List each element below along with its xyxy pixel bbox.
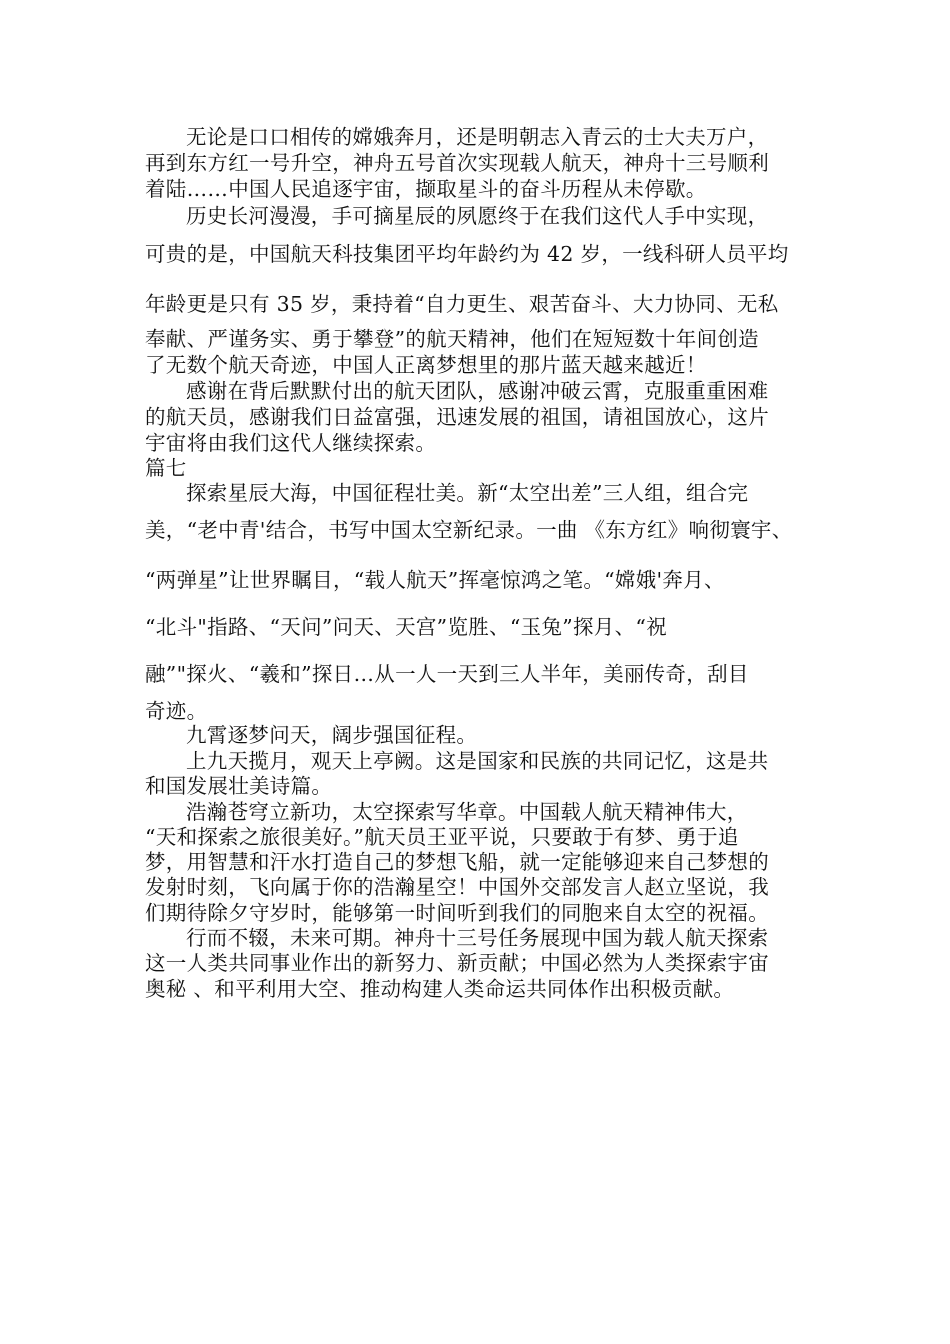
section-heading: 篇七	[145, 456, 187, 480]
paragraph-line: 们期待除夕守岁时，能够第一时间听到我们的同胞来自太空的祝福。	[145, 901, 769, 925]
paragraph-line: 九霄逐梦问天，阔步强国征程。	[186, 723, 478, 747]
paragraph-line: 感谢在背后默默付出的航天团队，感谢冲破云霄，克服重重困难	[186, 379, 769, 403]
paragraph-line: 奥秘 、和平利用大空、推动构建人类命运共同体作出积极贡献。	[145, 977, 735, 1001]
paragraph-line: 这一人类共同事业作出的新努力、新贡献；中国必然为人类探索宇宙	[145, 951, 769, 975]
paragraph-line: 再到东方红一号升空，神舟五号首次实现载人航天，神舟十三号顺利	[145, 151, 769, 175]
paragraph-line: 着陆……中国人民追逐宇宙，撷取星斗的奋斗历程从未停歇。	[145, 177, 707, 201]
paragraph-line: 的航天员，感谢我们日益富强，迅速发展的祖国，请祖国放心，这片	[145, 405, 769, 429]
paragraph-line: 行而不辍，未来可期。神舟十三号任务展现中国为载人航天探索	[186, 926, 769, 950]
paragraph-line: 探索星辰大海，中国征程壮美。新“太空出差”三人组，组合完	[186, 481, 749, 505]
paragraph-line: “北斗"指路、“天问”问天、天宫”览胜、“玉兔”探月、“祝	[145, 615, 667, 639]
paragraph-line: “两弹星”让世界瞩目，“载人航天”挥毫惊鸿之笔。“嫦娥'奔月、	[145, 568, 725, 592]
paragraph-line: 美，“老中青'结合，书写中国太空新纪录。一曲 《东方红》响彻寰宇、	[145, 518, 793, 542]
paragraph-line: 奉献、严谨务实、勇于攀登”的航天精神，他们在短短数十年间创造	[145, 327, 759, 351]
paragraph-line: 梦，用智慧和汗水打造自己的梦想飞船，就一定能够迎来自己梦想的	[145, 850, 769, 874]
paragraph-line: 融”"探火、“羲和”探日…从一人一天到三人半年，美丽传奇，刮目	[145, 662, 749, 686]
paragraph-line: 无论是口口相传的嫦娥奔月，还是明朝志入青云的士大夫万户，	[186, 125, 769, 149]
paragraph-line: 了无数个航天奇迹，中国人正离梦想里的那片蓝天越来越近！	[145, 353, 707, 377]
paragraph-line: 宇宙将由我们这代人继续探索。	[145, 431, 437, 455]
paragraph-line: 上九天揽月，观天上亭阙。这是国家和民族的共同记忆，这是共	[186, 749, 769, 773]
paragraph-line: 可贵的是，中国航天科技集团平均年龄约为 42 岁，一线科研人员平均	[145, 242, 789, 266]
paragraph-line: 浩瀚苍穹立新功，太空探索写华章。中国载人航天精神伟大，	[186, 800, 748, 824]
paragraph-line: 奇迹。	[145, 699, 208, 723]
paragraph-line: 和国发展壮美诗篇。	[145, 774, 333, 798]
paragraph-line: “天和探索之旅很美好。”航天员王亚平说，只要敢于有梦、勇于追	[145, 825, 739, 849]
paragraph-line: 历史长河漫漫，手可摘星辰的夙愿终于在我们这代人手中实现，	[186, 204, 769, 228]
paragraph-line: 年龄更是只有 35 岁，秉持着“自力更生、艰苦奋斗、大力协同、无私	[145, 292, 779, 316]
paragraph-line: 发射时刻，飞向属于你的浩瀚星空！中国外交部发言人赵立坚说，我	[145, 875, 769, 899]
